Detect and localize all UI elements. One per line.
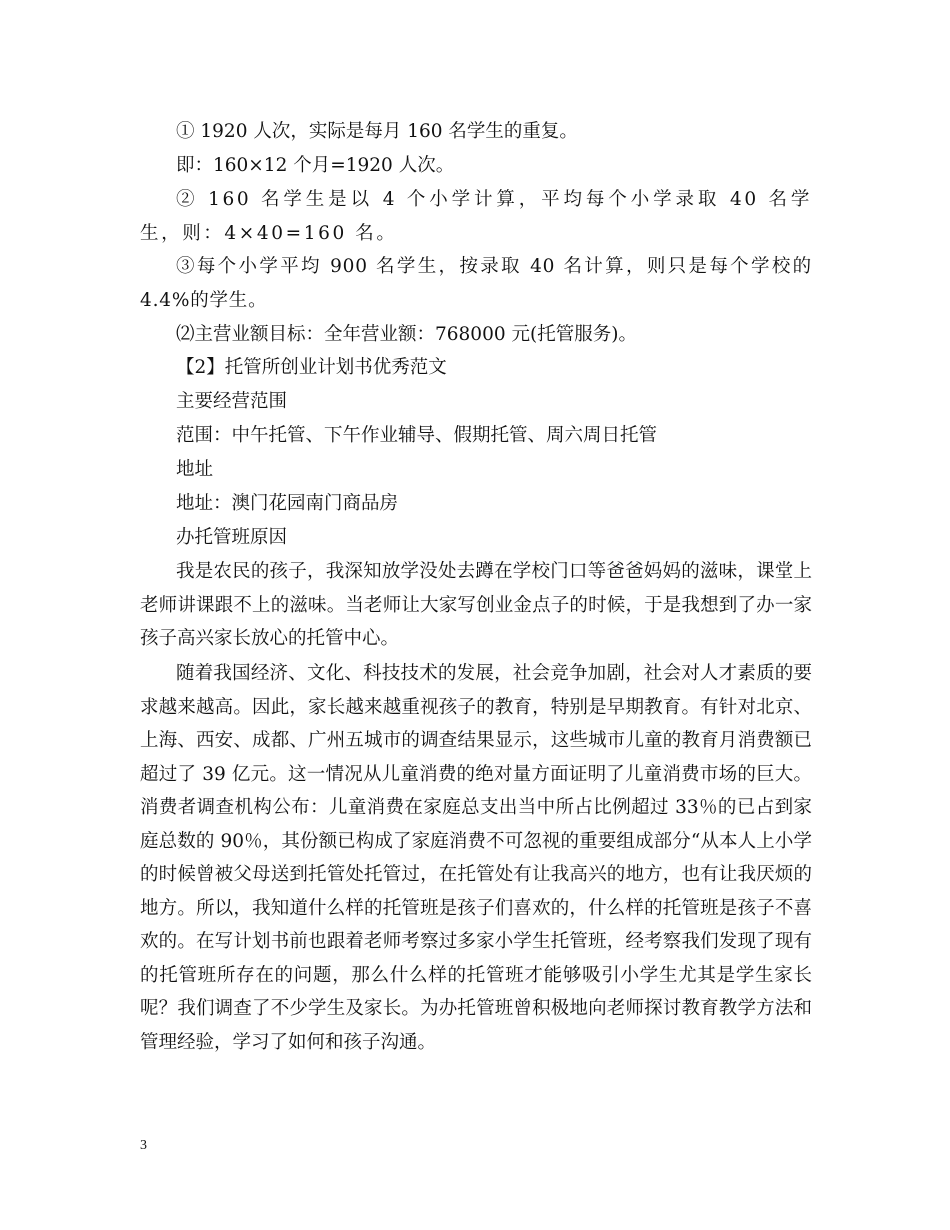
paragraph-scope: 范围：中午托管、下午作业辅导、假期托管、周六周日托管 bbox=[176, 425, 658, 446]
section-heading: 【2】托管所创业计划书优秀范文 bbox=[176, 357, 447, 378]
paragraph-reason-title: 办托管班原因 bbox=[176, 527, 288, 548]
paragraph-4: ③每个小学平均 900 名学生，按录取 40 名计算，则只是每个学校的 4.4%的学生。 bbox=[140, 256, 812, 311]
page-number: 3 bbox=[140, 1138, 147, 1153]
paragraph-2: 即：160×12 个月=1920 人次。 bbox=[176, 155, 455, 176]
paragraph-market: 随着我国经济、文化、科技技术的发展，社会竞争加剧，社会对人才素质的要求越来越高。因此，家长越来越重视孩子的教育，特别是早期教育。有针对北京、上海、西安、成都、广州五城市的调查结果显示，这些城市儿童的教育月消费额已超过了 39 亿元。这一情况从儿童消费的绝对量方面证明了儿童消费市场的巨大。消费者调查机构公布：儿童消费在家庭总支出当中所占比例超过 33％的已占到家庭总数的 90％，其份额已构成了家庭消费不可忽视的重要组成部分“从本人上小学的时候曾被父母送到托管处托管过，在托管处有让我高兴的地方，也有让我厌烦的地方。所以，我知道什么样的托管班是孩子们喜欢的，什么样的托管班是孩子不喜欢的。在写计划书前也跟着老师考察过多家小学生托管班，经考察我们发现了现有的托管班所存在的问题，那么什么样的托管班才能够吸引小学生尤其是学生家长呢？我们调查了不少学生及家长。为办托管班曾积极地向老师探讨教育教学方法和管理经验，学习了如何和孩子沟通。 bbox=[140, 663, 812, 1053]
paragraph-address-title: 地址 bbox=[176, 459, 214, 480]
paragraph-scope-title: 主要经营范围 bbox=[176, 391, 288, 412]
paragraph-5: ⑵主营业额目标：全年营业额：768000 元(托管服务)。 bbox=[176, 324, 637, 345]
paragraph-address: 地址：澳门花园南门商品房 bbox=[176, 493, 399, 514]
paragraph-reason: 我是农民的孩子，我深知放学没处去蹲在学校门口等爸爸妈妈的滋味，课堂上老师讲课跟不上的滋味。当老师让大家写创业金点子的时候，于是我想到了办一家孩子高兴家长放心的托管中心。 bbox=[140, 561, 812, 649]
paragraph-3: ② 160 名学生是以 4 个小学计算，平均每个小学录取 40 名学生，则：4×40=160 名。 bbox=[140, 189, 812, 244]
paragraph-1: ① 1920 人次，实际是每月 160 名学生的重复。 bbox=[176, 121, 578, 142]
